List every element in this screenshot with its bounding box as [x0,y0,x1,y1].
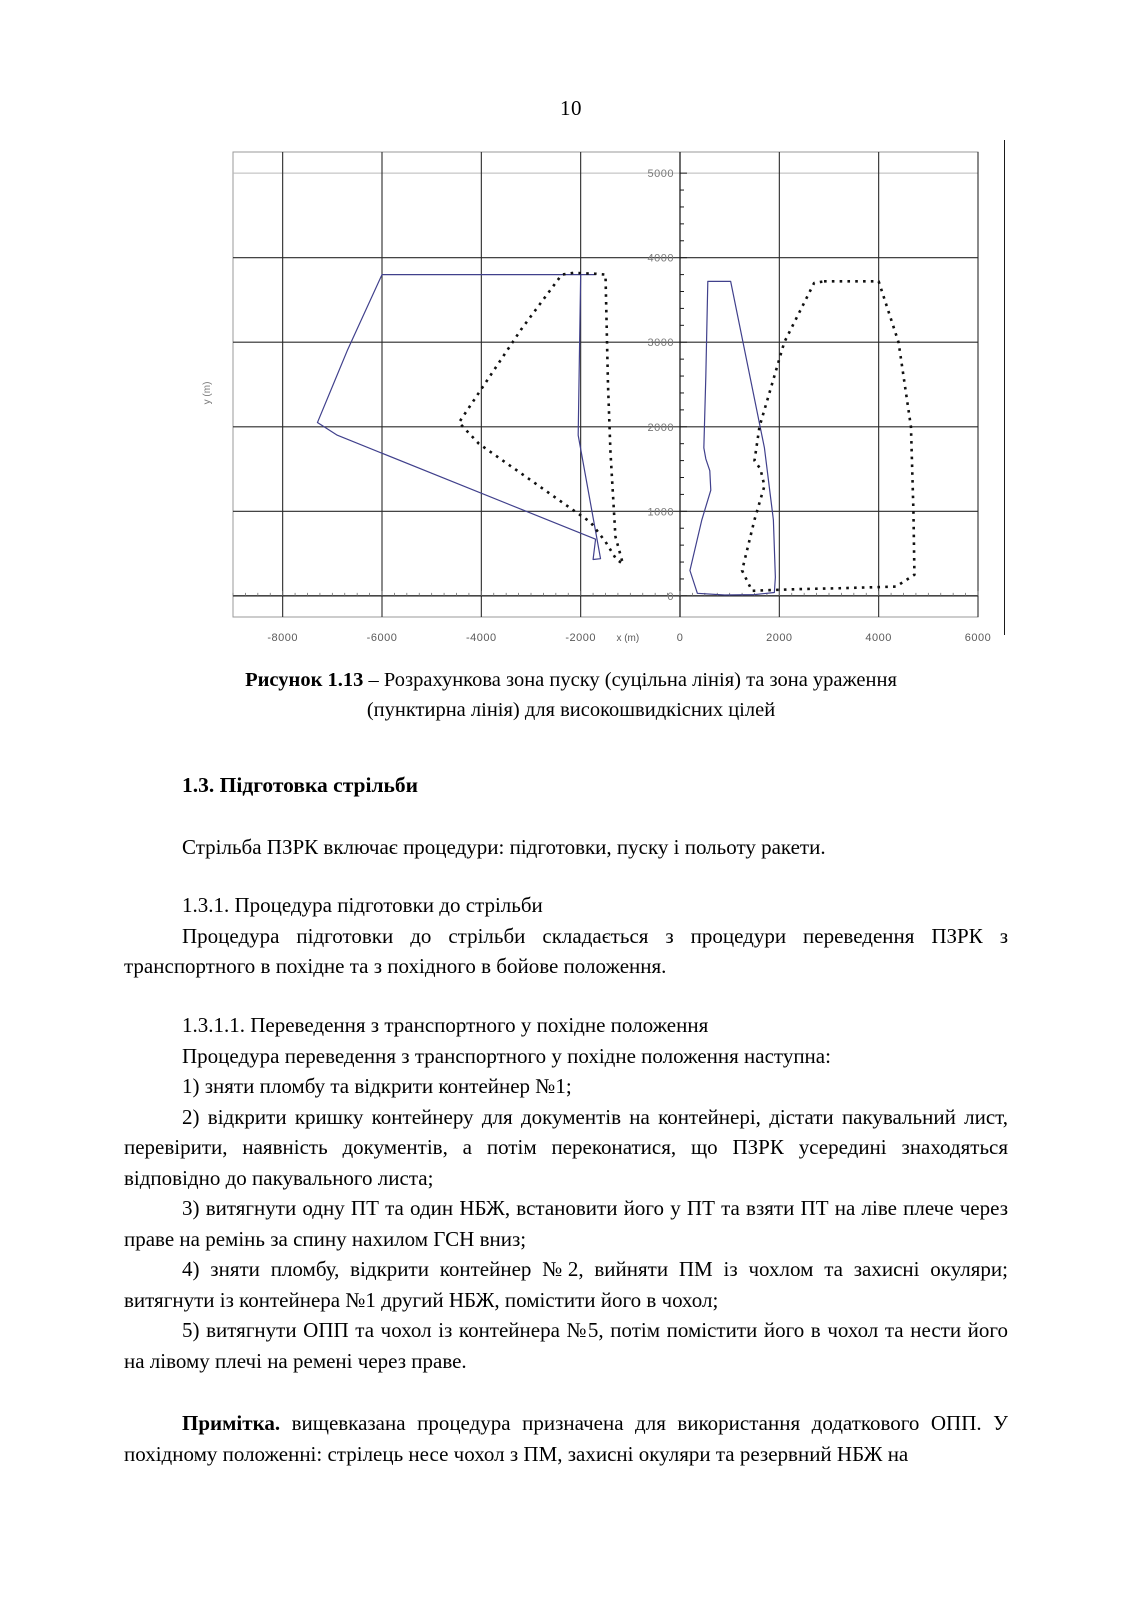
svg-text:6000: 6000 [964,632,992,644]
svg-text:4000: 4000 [865,632,892,644]
launch-zone-plot [196,140,996,645]
right-margin-rule [1004,140,1005,635]
heading-1-3: 1.3. Підготовка стрільби [182,773,419,797]
chart-axes [233,152,978,617]
heading-1-3-1-1: 1.3.1.1. Переведення з транспортного у похідне положення [182,1013,709,1037]
list-item-1: 1) зняти пломбу та відкрити контейнер №1; [182,1074,572,1098]
list-item-2: 2) відкрити кришку контейнеру для документів на контейнері, дістати пакувальний лист, перевірити, наявність документів, а потім переконатися, що ПЗРК усередині знаходяться відповідно до пакувального листа; [124,1104,1008,1190]
list-item-5: 5) витягнути ОПП та чохол із контейнера №5, потім помістити його в чохол та нести його на лівому плечі на ремені через праве. [124,1318,1008,1373]
svg-text:1000: 1000 [647,506,674,519]
figure-caption-line2: (пунктирна лінія) для високошвидкісних цілей [366,699,776,721]
figure-caption [150,665,992,725]
paragraph-intro: Стрільба ПЗРК включає процедури: підготовки, пуску і польоту ракети. [182,835,826,859]
figure-1-13-chart [196,140,996,645]
svg-text:3000: 3000 [647,337,674,350]
chart-tick-labels [202,168,991,644]
list-item-3: 3) витягнути одну ПТ та один НБЖ, встановити його у ПТ та взяти ПТ на ліве плече через праве на ремінь за спину нахилом ГСН вниз; [124,1196,1008,1251]
svg-text:0: 0 [667,590,674,603]
page-number: 10 [560,96,582,120]
svg-text:2000: 2000 [647,421,674,434]
chart-series [317,273,914,595]
svg-text:0: 0 [676,632,684,644]
chart-gridlines [233,152,978,617]
svg-text:4000: 4000 [647,252,674,265]
paragraph-1-3-1-1: Процедура переведення з транспортного у похідне положення наступна: [182,1043,831,1068]
svg-text:2000: 2000 [766,632,793,644]
svg-text:5000: 5000 [647,168,674,181]
figure-caption-dash: – [363,669,384,691]
note-label: Примітка. [182,1411,281,1435]
svg-text:y (m): y (m) [202,381,213,405]
note-text: вищевказана процедура призначена для використання додаткового ОПП. У похідному положенні: стрілець несе чохол з ПМ, захисні окуляри та резервний НБЖ на [124,1411,1008,1466]
svg-text:x (m): x (m) [616,633,640,644]
svg-text:-8000: -8000 [267,632,298,644]
list-item-4: 4) зняти пломбу, відкрити контейнер №2, вийняти ПМ із чохлом та захисні окуляри; витягнути із контейнера №1 другий НБЖ, помістити його в чохол; [124,1257,1008,1312]
figure-caption-line1: Розрахункова зона пуску (суцільна лінія) та зона ураження [383,669,897,691]
figure-caption-label: Рисунок 1.13 [245,669,364,691]
svg-text:-4000: -4000 [466,632,497,644]
heading-1-3-1: 1.3.1. Процедура підготовки до стрільби [182,893,543,917]
paragraph-1-3-1: Процедура підготовки до стрільби складається з процедури переведення ПЗРК з транспортного в похідне та з похідного в бойове положення. [124,923,1008,978]
note-paragraph [124,1408,1008,1469]
svg-text:-6000: -6000 [366,632,398,644]
svg-text:-2000: -2000 [565,632,596,644]
